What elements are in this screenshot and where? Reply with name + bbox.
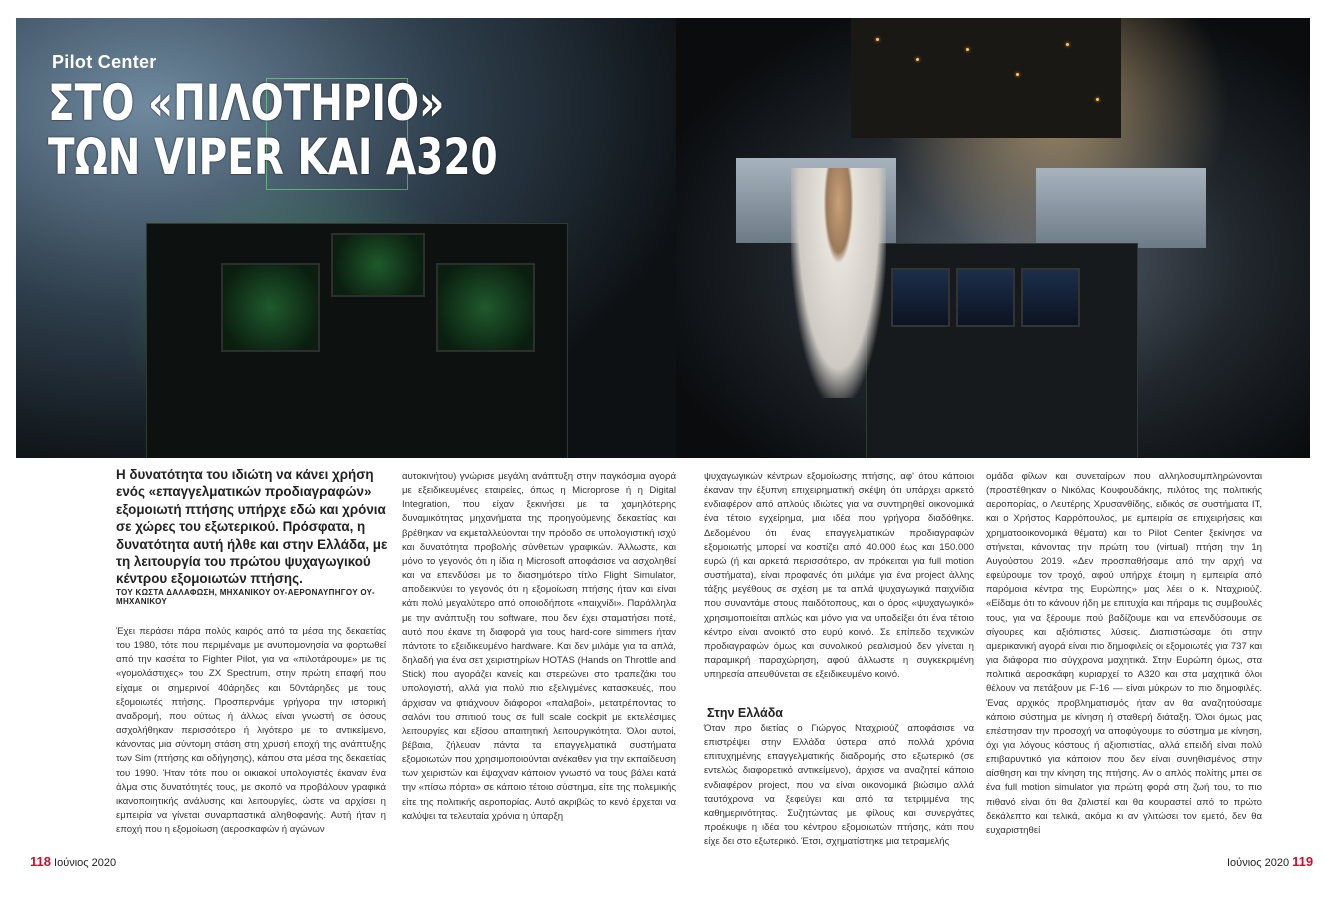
headline-line-1: ΣΤΟ «ΠΙΛΟΤΗΡΙΟ» xyxy=(48,74,445,132)
panel-light xyxy=(876,38,879,41)
panel-light xyxy=(1066,43,1069,46)
issue-date-right: Ιούνιος 2020 xyxy=(1227,857,1290,869)
page-number-right: 119 xyxy=(1292,854,1314,869)
a320-cockpit-photo xyxy=(676,18,1310,458)
nd-left xyxy=(956,268,1015,327)
panel-light xyxy=(916,58,919,61)
issue-date-left: Ιούνιος 2020 xyxy=(54,857,117,869)
ecam xyxy=(1021,268,1080,327)
body-column-2: αυτοκινήτου) γνώρισε μεγάλη ανάπτυξη στην παγκόσμια αγορά με εξειδικευμένες εταιρείες, όπως η Microprose ή η Digital Integration, που είχαν ξεκινήσει με τα χαμηλότερης δυναμικότητας μηχανήματα της προηγούμενης δεκαετίας και βρέθηκαν να εκμεταλλεύονται την πρόοδο σε υπολογιστική ισχύ και δυνατότητα προβολής σύνθετων γραφικών. Άλλωστε, και μόνο το γεγονός ότι η ίδια η Microsoft αποφάσισε να ασχοληθεί και να επενδύσει με το διασημότερο τίτλο Flight Simulator, αποδεικνύει το γεγονός ότι η εξομοίωση πτήσης ήταν και είναι κάτι πολύ μεγαλύτερο από οποιοδήποτε «παιχνίδι». Παράλληλα με την ανάπτυξη του software, που δεν έχει σταματήσει ποτέ, αυτό που έκανε τη διαφορά για τους hard-core simmers ήταν πάντοτε το εξειδικευμένο hardware. Και δεν μιλάμε για τα απλά, δηλαδή για ένα σετ χειριστηρίων HOTAS (Hands on Throttle and Stick) που αγοράζει κανείς και στερεώνει στο τραπεζάκι του υπολογιστή, αλλά για πολύ πιο εξελιγμένες κατασκευές, που άρχισαν να φτιάχνουν διάφοροι «παλαβοί», μετατρέποντας το σαλόνι του σπιτιού τους σε full scale cockpit με εκτελέσιμες λειτουργίες και εξίσου απαιτητική λειτουργικότητα. Όλοι αυτοί, βέβαια, ζήλευαν πάντα τα επαγγελματικά συστήματα εξομοιωτών που χρησιμοποιούνται ανέκαθεν για την εκπαίδευση των χειριστών και έψαχναν κάποιον γνωστό να τους βάλει κατά την «πίσω πόρτα» σε κάποιο τέτοιο σύστημα, είτε της πολεμικής είτε της πολιτικής αεροπορίας. Αυτό ακριβώς το κενό έρχεται να καλύψει τα τελευταία χρόνια η ύπαρξη xyxy=(402,471,676,822)
pfd-left xyxy=(891,268,950,327)
body-column-3-continued: Όταν προ διετίας ο Γιώργος Νταχριούζ αποφάσισε να επιστρέψει στην Ελλάδα ύστερα από πολλά χρόνια επιτυχημένης επαγγελματικής διαδρομής στο εξωτερικό (σε εντελώς διαφορετικό αντικείμενο), άρχισε να αναζητεί κάποιο ενδιαφέρον project, που να είναι οικονομικά βιώσιμο αλλά ταυτόχρονα να ξεφεύγει και από τα τετριμμένα της καθημερινότητας. Συζητώντας με φίλους και συνεργάτες προέκυψε η ιδέα του κέντρου εξομοιωτών πτήσης, κάτι που είχε δει στο εξωτερικό. Έτσι, σχηματίστηκε μια τετραμελής xyxy=(704,723,974,848)
overhead-panel xyxy=(851,18,1121,138)
panel-light xyxy=(1016,73,1019,76)
section-subhead: Στην Ελλάδα xyxy=(707,706,783,720)
article-headline xyxy=(48,76,498,184)
center-display xyxy=(331,233,425,297)
byline: ΤΟΥ ΚΩΣΤΑ ΔΑΛΑΦΩΣΗ, ΜΗΧΑΝΙΚΟΥ ΟΥ-ΑΕΡΟΝΑΥΠΗΓΟΥ ΟΥ-ΜΗΧΑΝΙΚΟΥ xyxy=(116,588,375,606)
right-mfd xyxy=(436,263,535,352)
body-column-3: ψυχαγωγικών κέντρων εξομοίωσης πτήσης, αφ' ότου κάποιοι έκαναν την έξυπνη επιχειρηματική σκέψη ότι υπάρχει αρκετό ενδιαφέρον από απλούς ιδιώτες για να συντηρηθεί οικονομικά ένα τέτοιο εγχείρημα, μια ιδέα που γρήγορα διαδόθηκε. Δεδομένου ότι ένας επαγγελματικών προδιαγραφών εξομοιωτής μπορεί να κοστίζει από 40.000 έως και 150.000 ευρώ (ή και αρκετά περισσότερο, αν πρόκειται για full motion συστήματα), είναι προφανές ότι μιλάμε για ένα project άλλης τάξης μεγέθους σε σχέση με τα απλά ψυχαγωγικά παιχνίδια που συναντάμε στους παιδότοπους, και ο όρος «ψυχαγωγικό» χρησιμοποιείται απλώς και μόνο για να υποδείξει ότι ένα τέτοιο κέντρο είναι ανοικτό στο ευρύ κοινό. Σε επίπεδο τεχνικών προδιαγραφών όμως και συνολικού ρεαλισμού δεν γίνεται η παραμικρή παραχώρηση, αφού άλλωστε η συγκεκριμένη υπηρεσία απευθύνεται σε εξειδικευμένο κοινό. xyxy=(704,471,974,681)
left-mfd xyxy=(221,263,320,352)
article-lede: Η δυνατότητα του ιδιώτη να κάνει χρήση ενός «επαγγελματικών προδιαγραφών» εξομοιωτή πτήσης υπήρχε εδώ και χρόνια σε χώρες του εξωτερικού. Πρόσφατα, η δυνατότητα αυτή ήλθε και στην Ελλάδα, με τη λειτουργία του πρώτου ψυχαγωγικού κέντρου εξομοιωτών πτήσης. xyxy=(116,467,388,587)
body-column-1: Έχει περάσει πάρα πολύς καιρός από τα μέσα της δεκαετίας του 1980, τότε που περιμέναμε με ανυπομονησία να φορτωθεί από την κασέτα το Fighter Pilot, για να «πιλοτάρουμε» με τις «γομολάστιχες» του ZX Spectrum, στην πρώτη επαφή που είχαμε οι σημερινοί 40άρηδες και 50ντάρηδες με τους εξομοιωτές πτήσης. Προσπερνάμε γρήγορα την ιστορική αναδρομή, που ούτως ή άλλως είναι γνωστή σε όσους ασχολήθηκαν περισσότερο ή λιγότερο με το αντικείμενο, κάνοντας μια σύντομη στάση στη χρυσή εποχή της ανάπτυξης των Sim (πτήσης και οδήγησης), κάπου στα μέσα της δεκαετίας του 1990. Ήταν τότε που οι οικιακοί υπολογιστές έκαναν ένα άλμα στις δυνατότητές τους, με σκοπό να προβάλουν γραφικά ικανοποιητικής ανάλυσης και λειτουργίες, ώστε να αρχίσει η εμπειρία να γίνεται συναρπαστικά αληθοφανής. Αυτή ήταν η εποχή που η εξομοίωση (αεροσκαφών ή αγώνων xyxy=(116,626,386,836)
folio-right xyxy=(1227,854,1313,869)
body-column-4: ομάδα φίλων και συνεταίρων που αλληλοσυμπληρώνονται (προστέθηκαν ο Νικόλας Κουφουδάκης, πιλότος της πολιτικής αεροπορίας, ο Λευτέρης Χρυσανθίδης, ειδικός σε συστήματα IT, και ο Χρήστος Καρρόπουλος, με εμπειρία σε επιχειρήσεις και χρηματοοικονομικά θέματα) και το Pilot Center ξεκίνησε να στήνεται, κάνοντας την πρώτη του (virtual) πτήση την 1η Αυγούστου 2019. «Δεν προσπαθήσαμε από την αρχή να εφεύρουμε τον τροχό, αφού υπήρχε έτοιμη η εμπειρία από παρόμοια κέντρα της Ευρώπης» μας λέει ο κ. Νταχριούζ. «Είδαμε ότι το κάνουν ήδη με επιτυχία και πήραμε τις συμβουλές τους, για να ξέρουμε πού βαδίζουμε και να επενδύσουμε σε σίγουρες και αξιόπιστες λύσεις. Διαπιστώσαμε ότι στην αμερικανική αγορά είναι πιο δημοφιλείς οι εξομοιωτές για 737 και για διάφορα πιο σύγχρονα μαχητικά. Στην Ευρώπη όμως, στα πολιτικά αεροσκάφη κυριαρχεί το A320 και στα μαχητικά όλοι θέλουν να πετάξουν με F-16 — είναι μύκρων το πιο δημοφιλές. Ένας αρχικός προβληματισμός ήταν αν θα αναζητούσαμε κάποιο σύστημα με κίνηση ή σταθερή διάταξη. Όλοι όμως μας επέστησαν την προσοχή να αποφύγουμε το σύστημα με κίνηση, όχι για λόγους κόστους ή αξιοπιστίας, αλλά επειδή είναι πολύ επιβαρυντικό για κάποιον που δεν είναι συνηθισμένος στην αίσθηση και την κίνηση της πτήσης. Αν ο απλός πολίτης μπει σε ένα full motion simulator για πρώτη φορά στη ζωή του, το πιο πιθανό είναι ότι θα ζαλιστεί και θα κουραστεί από το πρώτο δεκάλεπτο και τελικά, ακόμα κι αν γλιτώσει τον εμετό, δεν θα ευχαριστηθεί xyxy=(986,471,1262,836)
section-kicker: Pilot Center xyxy=(52,52,157,72)
right-window xyxy=(1036,168,1206,248)
panel-light xyxy=(966,48,969,51)
pilot-figure xyxy=(791,168,886,398)
panel-light xyxy=(1096,98,1099,101)
headline-line-2: ΤΩΝ VIPER ΚΑΙ A320 xyxy=(48,128,498,186)
page-number-left: 118 xyxy=(30,854,51,869)
folio-left xyxy=(30,854,116,869)
